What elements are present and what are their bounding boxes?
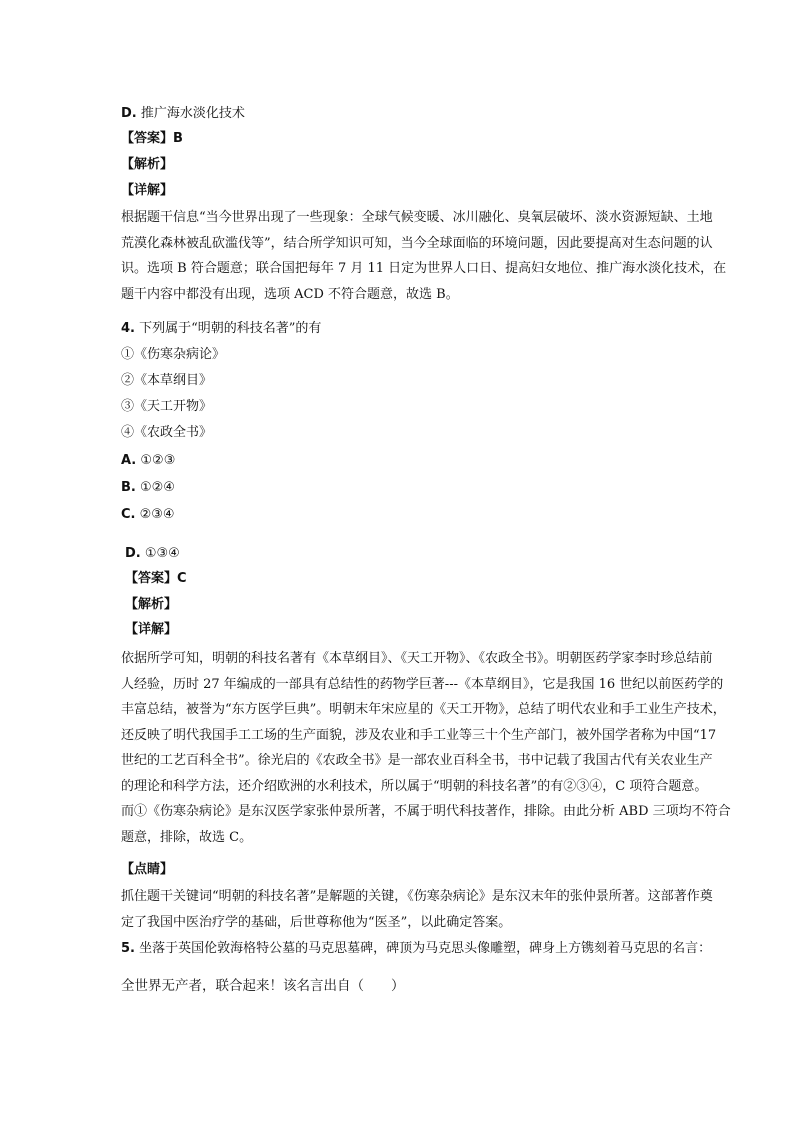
q4-detail-paragraph (121, 646, 731, 850)
answer-value: C (177, 571, 187, 586)
q4-item-2: ②《本草纲目》 (121, 373, 213, 388)
paragraph-line: 世纪的工艺百科全书”。徐光启的《农政全书》是一部农业百科全书，书中记载了我国古代有关农业生产 (121, 753, 713, 768)
paragraph-line: 的理论和科学方法，还介绍欧洲的水利技术，所以属于“明朝的科技名著”的有②③④，C 项符合题意。 (121, 778, 708, 794)
paragraph-line: 荒漠化森林被乱砍滥伐等”，结合所学知识可知，当今全球面临的环境问题，因此要提高对生态问题的认 (121, 235, 713, 251)
q4-option-b (121, 480, 175, 496)
paragraph-line: 抓住题干关键词“明朝的科技名著”是解题的关键，《伤寒杂病论》是东汉末年的张仲景所著。这部著作奠 (121, 889, 713, 904)
q4-detail-label: 【详解】 (125, 622, 178, 637)
option-text: ①②③ (140, 453, 176, 468)
q5-stem (121, 941, 711, 957)
question-number: 5. (121, 941, 135, 956)
q5-stem-continued: 全世界无产者，联合起来！该名言出自（ ） (121, 978, 405, 994)
q4-comment-label: 【点睛】 (121, 862, 174, 877)
paragraph-line: 题意，排除，故选 C。 (121, 829, 253, 845)
q3-detail-label: 【详解】 (121, 183, 174, 198)
question-text: 下列属于“明朝的科技名著”的有 (139, 321, 322, 336)
q4-answer (125, 571, 187, 587)
q4-item-3: ③《天工开物》 (121, 399, 213, 414)
answer-label: 【答案】 (125, 571, 178, 586)
q4-item-4: ④《农政全书》 (121, 425, 213, 440)
option-text: ①③④ (144, 546, 180, 561)
q4-option-d (125, 546, 180, 562)
q4-option-a (121, 453, 175, 469)
option-text: ①②④ (140, 480, 175, 495)
paragraph-line: 识。选项 B 符合题意；联合国把每年 7 月 11 日定为世界人口日、提高妇女地位、推广海水淡化技术，在 (121, 261, 727, 276)
q3-option-d (121, 106, 245, 122)
option-letter: D. (125, 546, 141, 561)
q3-analysis-label: 【解析】 (121, 157, 174, 172)
question-text: 坐落于英国伦敦海格特公墓的马克思墓碑，碑顶为马克思头像雕塑，碑身上方镌刻着马克思的名言： (139, 941, 712, 956)
paragraph-line: 人经验，历时 27 年编成的一部具有总结性的药物学巨著---《本草纲目》，它是我国 16 世纪以前医药学的 (121, 676, 724, 692)
q3-detail-paragraph (121, 205, 727, 307)
q4-comment-paragraph (121, 884, 713, 935)
q3-answer (121, 131, 183, 147)
paragraph-line: 依据所学可知，明朝的科技名著有《本草纲目》、《天工开物》、《农政全书》。明朝医药学家李时珍总结前 (121, 651, 713, 666)
option-letter: C. (121, 507, 136, 522)
q4-stem (121, 321, 321, 337)
option-text: 推广海水淡化技术 (140, 106, 245, 121)
q4-option-c (121, 507, 175, 523)
paragraph-line: 根据题干信息“当今世界出现了一些现象：全球气候变暖、冰川融化、臭氧层破坏、淡水资源短缺、土地 (121, 210, 713, 225)
paragraph-line: 而①《伤寒杂病论》是东汉医学家张仲景所著，不属于明代科技著作，排除。由此分析 ABD 三项均不符合 (121, 804, 731, 819)
paragraph-line: 还反映了明代我国手工工场的生产面貌，涉及农业和手工业等三十个生产部门，被外国学者称为中国“17 (121, 727, 717, 743)
answer-label: 【答案】 (121, 131, 174, 146)
paragraph-line: 定了我国中医治疗学的基础，后世尊称他为“医圣”，以此确定答案。 (121, 914, 512, 930)
paragraph-line: 丰富总结，被誉为“东方医学巨典”。明朝末年宋应星的《天工开物》，总结了明代农业和手工业生产技术， (121, 702, 726, 717)
option-letter: B. (121, 480, 136, 495)
paragraph-line: 题干内容中都没有出现，选项 ACD 不符合题意，故选 B。 (121, 286, 459, 302)
option-letter: A. (121, 453, 137, 468)
q4-analysis-label: 【解析】 (125, 597, 178, 612)
q4-item-1: ①《伤寒杂病论》 (121, 347, 226, 362)
option-text: ②③④ (139, 507, 175, 522)
question-number: 4. (121, 321, 135, 336)
option-letter: D. (121, 106, 137, 121)
answer-value: B (173, 131, 183, 146)
